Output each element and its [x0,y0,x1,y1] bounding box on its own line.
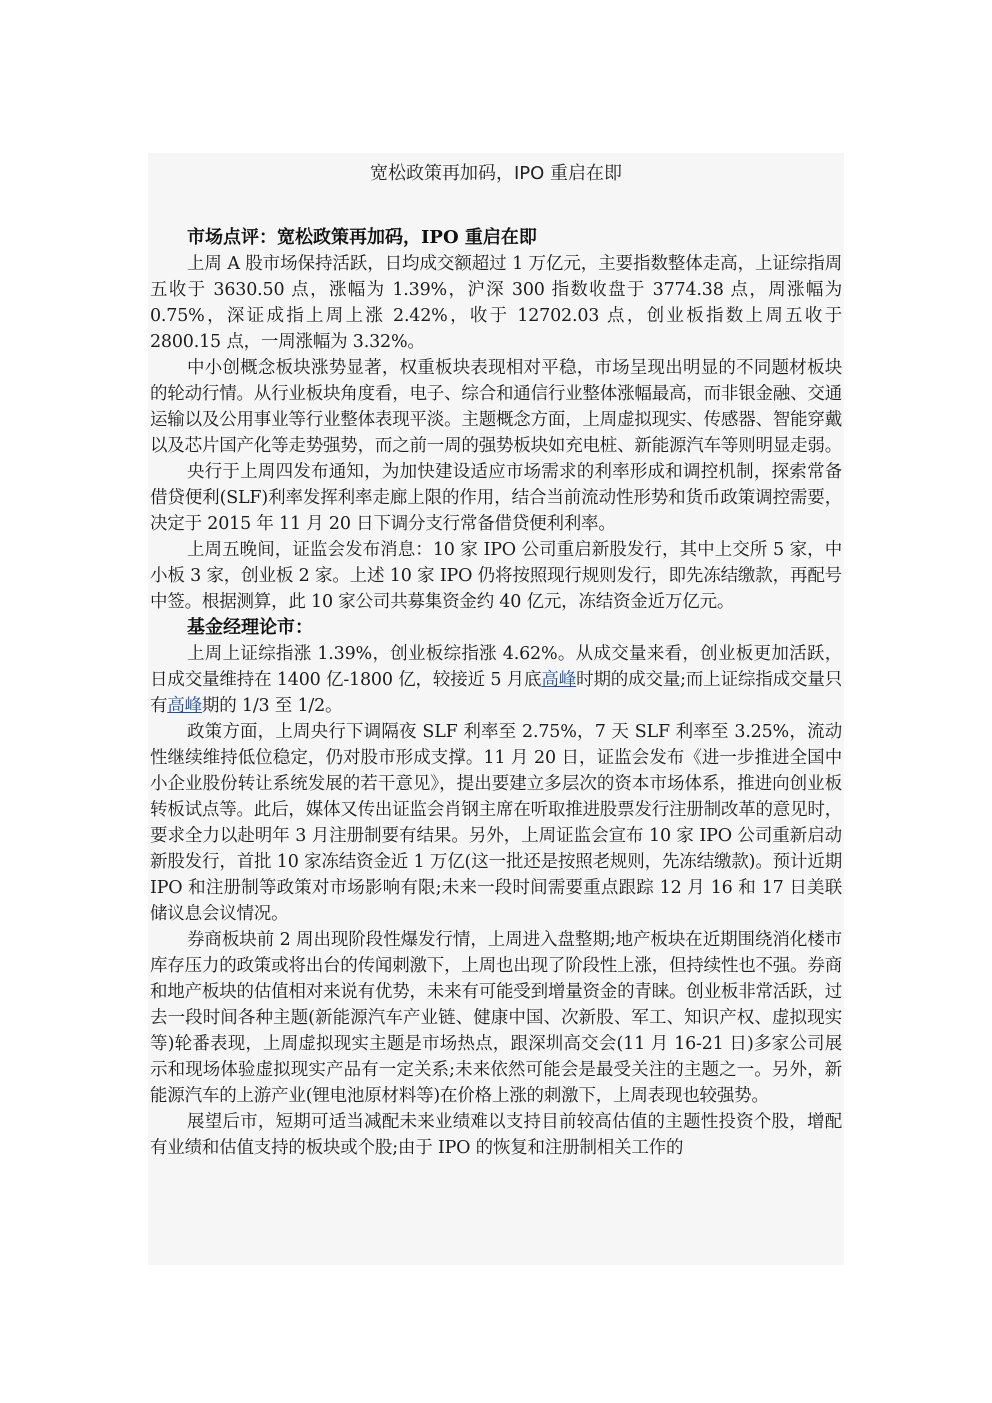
paragraph-sectors-outlook: 券商板块前 2 周出现阶段性爆发行情，上周进入盘整期;地产板块在近期围绕消化楼市库存压力的政策或将出台的传闻刺激下，上周也出现了阶段性上涨，但持续性也不强。券商和地产板块的估值相对来说有优势，未来有可能受到增量资金的青睐。创业板非常活跃，过去一段时间各种主题(新能源汽车产业链、健康中国、次新股、军工、知识产权、虚拟现实等)轮番表现，上周虚拟现实主题是市场热点，跟深圳高交会(11 月 16-21 日)多家公司展示和现场体验虚拟现实产品有一定关系;未来依然可能会是最受关注的主题之一。另外，新能源汽车的上游产业(锂电池原材料等)在价格上涨的刺激下，上周表现也较强势。 [150,930,842,1106]
article-body [148,153,844,1265]
paragraph-text: 上周上证综指涨 1.39%，创业板综指涨 4.62%。从成交量来看，创业板更加活跃，日成交量维持在 1400 亿-1800 亿，较接近 5 月底 [150,644,842,690]
section-heading-market-review: 市场点评：宽松政策再加码，IPO 重启在即 [187,227,537,248]
paragraph-ipo-restart: 上周五晚间，证监会发布消息：10 家 IPO 公司重启新股发行，其中上交所 5 家，中小板 3 家，创业板 2 家。上述 10 家 IPO 仍将按照现行规则发行，即先冻结缴款，再配号中签。根据测算，此 10 家公司共募集资金约 40 亿元，冻结资金近万亿元。 [150,540,842,612]
paragraph-text: 时期的成交量;而上证综指成交量只有 [150,670,842,716]
paragraph-sector-rotation: 中小创概念板块涨势显著，权重板块表现相对平稳，市场呈现出明显的不同题材板块的轮动行情。从行业板块角度看，电子、综合和通信行业整体涨幅最高，而非银金融、交通运输以及公用事业等行业整体表现平淡。主题概念方面，上周虚拟现实、传感器、智能穿戴以及芯片国产化等走势强势，而之前一周的强势板块如充电桩、新能源汽车等则明显走弱。 [150,358,842,456]
paragraph-text: 期的 1/3 至 1/2。 [201,696,343,716]
paragraph-market-outlook: 展望后市，短期可适当减配未来业绩难以支持目前较高估值的主题性投资个股，增配有业绩和估值支持的板块或个股;由于 IPO 的恢复和注册制相关工作的 [150,1112,842,1158]
paragraph-policy: 政策方面，上周央行下调隔夜 SLF 利率至 2.75%，7 天 SLF 利率至 3.25%，流动性继续维持低位稳定，仍对股市形成支撑。11 月 20 日，证监会发布《进一步推进全国中小企业股份转让系统发展的若干意见》，提出要建立多层次的资本市场体系，推进向创业板转板试点等。此后，媒体又传出证监会肖钢主席在听取推进股票发行注册制改革的意见时，要求全力以赴明年 3 月注册制要有结果。另外，上周证监会宣布 10 家 IPO 公司重新启动新股发行，首批 10 家冻结资金近 1 万亿(这一批还是按照老规则，先冻结缴款)。预计近期 IPO 和注册制等政策对市场影响有限;未来一段时间需要重点跟踪 12 月 16 和 17 日美联储议息会议情况。 [150,722,842,924]
peak-link[interactable]: 高峰 [541,670,577,690]
section-heading-fund-manager: 基金经理论市： [187,617,313,638]
peak-link[interactable]: 高峰 [167,696,202,716]
paragraph-volume-analysis [150,641,842,719]
paragraph-market-overview: 上周 A 股市场保持活跃，日均成交额超过 1 万亿元，主要指数整体走高，上证综指周五收于 3630.50 点，涨幅为 1.39%，沪深 300 指数收盘于 3774.38 点，周涨幅为 0.75%，深证成指上周上涨 2.42%，收于 12702.03 点，创业板指数上周五收于 2800.15 点，一周涨幅为 3.32%。 [150,254,842,352]
paragraph-central-bank: 央行于上周四发布通知，为加快建设适应市场需求的利率形成和调控机制，探索常备借贷便利(SLF)利率发挥利率走廊上限的作用，结合当前流动性形势和货币政策调控需要，决定于 2015 年 11 月 20 日下调分支行常备借贷便利利率。 [150,462,842,534]
document-title: 宽松政策再加码，IPO 重启在即 [369,163,623,184]
